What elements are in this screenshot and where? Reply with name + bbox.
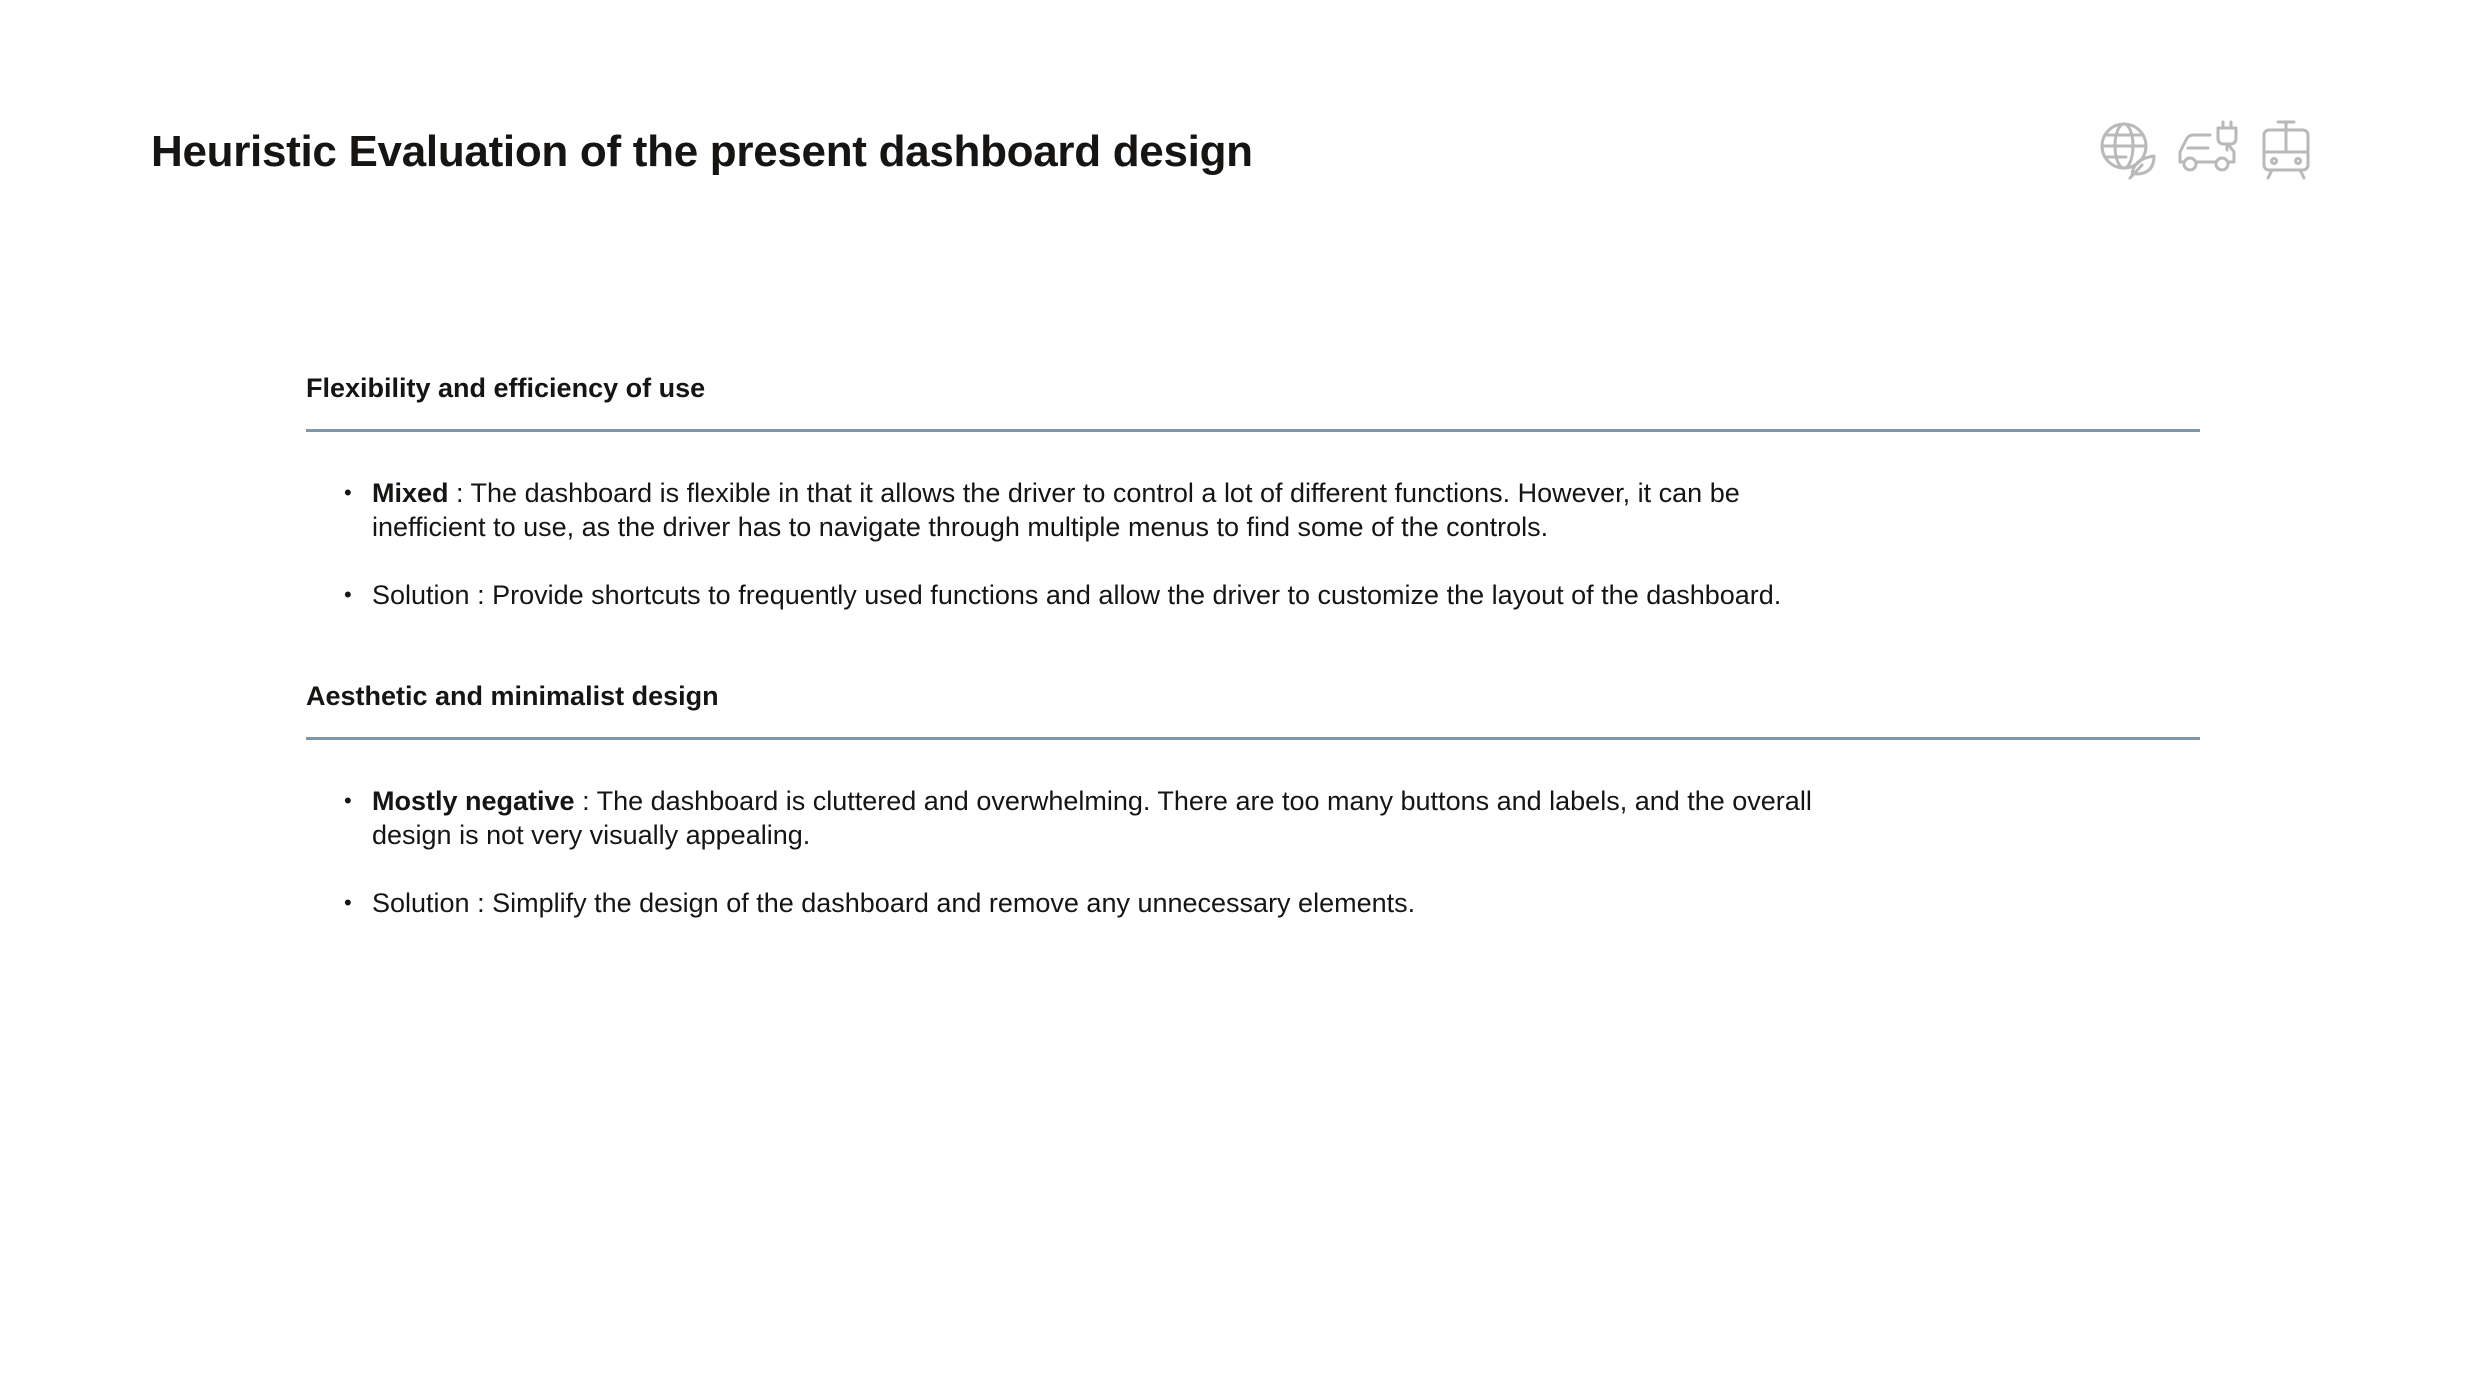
electric-car-plug-icon [2174, 118, 2242, 182]
bullet-dot: • [344, 890, 352, 915]
bullet-dot: • [344, 582, 352, 607]
section-aesthetic [306, 678, 2200, 920]
bullet-item [306, 476, 1812, 544]
section-heading: Flexibility and efficiency of use [306, 373, 706, 403]
bullet-list [306, 476, 2200, 612]
tram-icon [2256, 118, 2316, 182]
bullet-text: Solution : Provide shortcuts to frequently used functions and allow the driver to customize the layout of the dashboard. [372, 580, 1782, 610]
bullet-list [306, 784, 2200, 920]
bullet-label: Mixed [372, 478, 449, 508]
section-flexibility [306, 370, 2200, 612]
bullet-text: : The dashboard is cluttered and overwhelming. There are too many buttons and labels, and the overall design is not very visually appealing. [372, 786, 1812, 850]
bullet-text: : The dashboard is flexible in that it allows the driver to control a lot of different functions. However, it can be inefficient to use, as the driver has to navigate through multiple menus to find some of the controls. [372, 478, 1740, 542]
bullet-text: Solution : Simplify the design of the dashboard and remove any unnecessary elements. [372, 888, 1416, 918]
globe-leaf-icon [2096, 118, 2160, 182]
bullet-item [306, 578, 1812, 612]
bullet-label: Mostly negative [372, 786, 575, 816]
bullet-item [306, 784, 1812, 852]
bullet-item [306, 886, 1812, 920]
header-icons [2096, 118, 2316, 182]
section-divider [306, 429, 2200, 432]
section-heading: Aesthetic and minimalist design [306, 681, 719, 711]
bullet-dot: • [344, 788, 352, 813]
section-divider [306, 737, 2200, 740]
page-title: Heuristic Evaluation of the present dashboard design [151, 127, 1253, 176]
bullet-dot: • [344, 480, 352, 505]
